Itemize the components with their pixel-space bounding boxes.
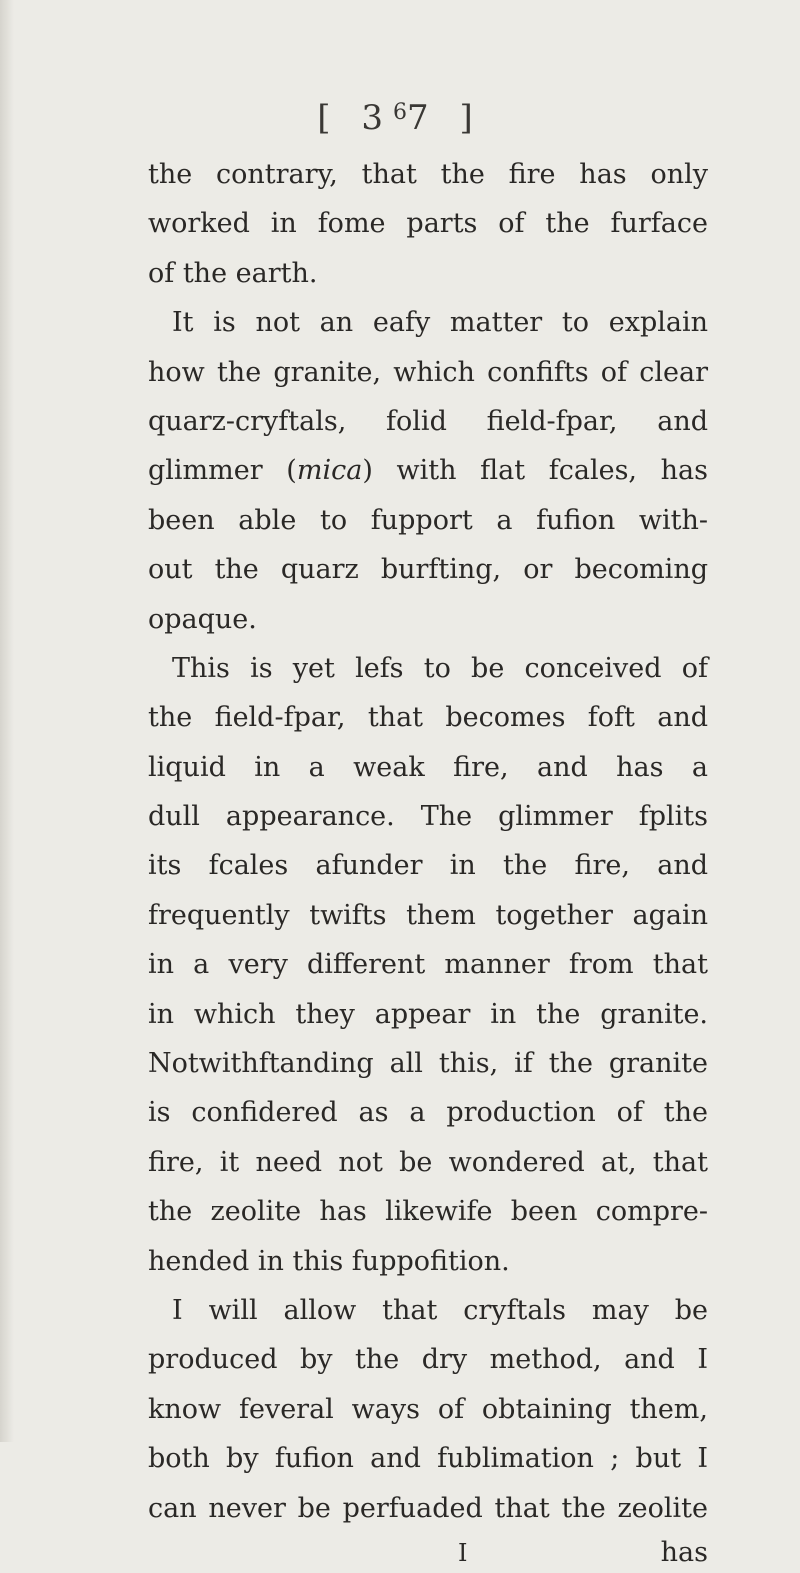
italic-term-mica: mica [296, 455, 363, 487]
text-line-13: liquid in a weak fire, and has a [148, 751, 708, 783]
text-line-22: the zeolite has likewife been compre- [148, 1196, 708, 1228]
catchword: has [660, 1536, 708, 1568]
text-line-5: how the granite, which confifts of clear [148, 356, 708, 388]
text-line-28: can never be perfuaded that the zeolite [148, 1492, 708, 1524]
text-line-25: produced by the dry method, and I [148, 1344, 708, 1376]
text-line-1: the contrary, that the fire has only [148, 159, 708, 190]
text-line-7-start: glimmer ( [148, 455, 297, 487]
page-footer [148, 1533, 708, 1573]
text-line-27: both by fufion and fublimation ; but I [148, 1443, 708, 1475]
text-line-17: in a very different manner from that [148, 949, 708, 981]
gutter-shadow [0, 0, 14, 1442]
text-line-23: hended in this fuppofition. [148, 1245, 510, 1277]
text-line-7 [148, 446, 708, 495]
text-line-3: of the earth. [148, 257, 318, 289]
text-line-9: out the quarz burfting, or becoming [148, 554, 708, 586]
text-line-4: It is not an eafy matter to explain [172, 307, 708, 339]
text-line-14: dull appearance. The glimmer fplits [148, 801, 708, 833]
page-number: [ $3^67$ ] [317, 98, 483, 138]
text-line-2: worked in fome parts of the furface [148, 208, 708, 240]
text-line-15: its fcales afunder in the fire, and [148, 850, 708, 882]
text-line-21: fire, it need not be wondered at, that [148, 1146, 708, 1178]
text-line-18: in which they appear in the granite. [148, 998, 708, 1030]
text-line-11: This is yet lefs to be conceived of [172, 652, 708, 684]
text-line-16: frequently twifts them together again [148, 899, 708, 931]
text-line-10: opaque. [148, 603, 257, 635]
text-line-6: quarz-cryftals, folid field-fpar, and [148, 405, 708, 437]
text-line-20: is confidered as a production of the [148, 1097, 708, 1129]
text-line-8: been able to fupport a fufion with- [148, 504, 708, 536]
text-line-26: know feveral ways of obtaining them, [148, 1393, 708, 1425]
signature-mark: I [458, 1538, 468, 1567]
text-line-12: the field-fpar, that becomes foft and [148, 702, 708, 734]
text-line-24: I will allow that cryftals may be [172, 1294, 708, 1326]
page-header [0, 98, 800, 138]
text-body [148, 150, 708, 1573]
text-line-19: Notwithftanding all this, if the granite [148, 1048, 708, 1080]
text-line-7-end: ) with flat fcales, has [362, 455, 708, 487]
